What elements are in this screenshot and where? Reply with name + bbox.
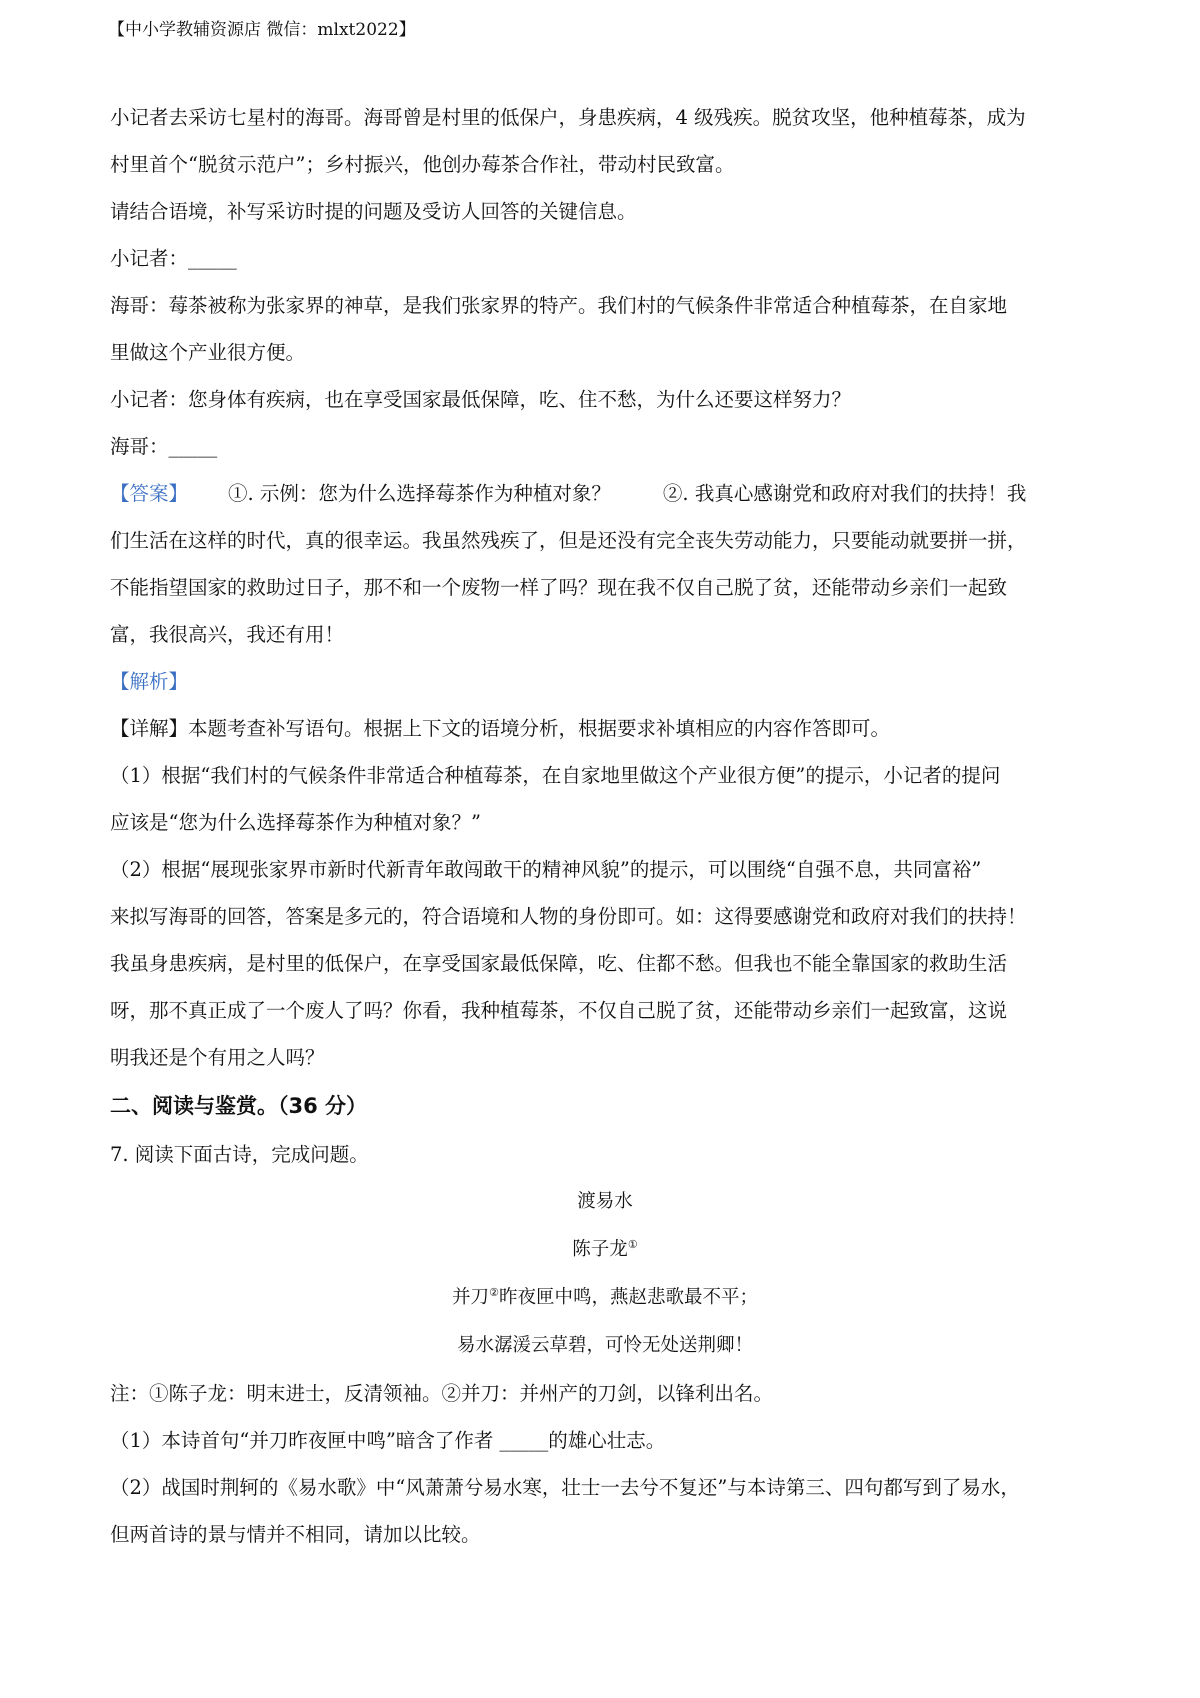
dialogue-line: 海哥：_____ (110, 435, 218, 458)
dialogue-line: 海哥：莓茶被称为张家界的神草，是我们张家界的特产。我们村的气候条件非常适合种植莓茶，在自家地 (110, 294, 1008, 317)
poem-author: 陈子龙 (572, 1239, 628, 1260)
analysis-line: （1）根据“我们村的气候条件非常适合种植莓茶，在自家地里做这个产业很方便”的提示，小记者的提问 (110, 764, 1001, 787)
intro-line: 村里首个“脱贫示范户”；乡村振兴，他创办莓茶合作社，带动村民致富。 (110, 153, 735, 176)
poem-title: 渡易水 (577, 1191, 633, 1212)
document-body (110, 94, 1100, 1558)
poem-line-2: 易水潺湲云草碧，可怜无处送荆卿！ (456, 1335, 753, 1356)
analysis-line: 应该是“您为什么选择莓茶作为种植对象？” (110, 811, 481, 834)
sub-question-2-cont: 但两首诗的景与情并不相同，请加以比较。 (110, 1523, 481, 1546)
answer-tag: 【答案】 (110, 482, 189, 505)
answer-part-2: ②. 我真心感谢党和政府对我们的扶持！我 (662, 482, 1027, 505)
dialogue-line: 里做这个产业很方便。 (110, 341, 306, 364)
question-7-prompt: 7. 阅读下面古诗，完成问题。 (110, 1143, 369, 1166)
answer-line: 不能指望国家的救助过日子，那不和一个废物一样了吗？现在我不仅自己脱了贫，还能带动乡亲们一起致 (110, 576, 1008, 599)
answer-first-line (110, 470, 1100, 517)
dialogue-line: 小记者：_____ (110, 247, 237, 270)
dialogue-line: 小记者：您身体有疾病，也在享受国家最低保障，吃、住不愁，为什么还要这样努力？ (110, 388, 852, 411)
analysis-line: 我虽身患疾病，是村里的低保户，在享受国家最低保障，吃、住都不愁。但我也不能全靠国家的救助生活 (110, 952, 1008, 975)
poem-line-1 (110, 1274, 1100, 1322)
answer-line: 们生活在这样的时代，真的很幸运。我虽然残疾了，但是还没有完全丧失劳动能力，只要能动就要拼一拼， (110, 529, 1027, 552)
poem-author-line (110, 1226, 1100, 1274)
poem-line-1-end: 昨夜匣中鸣，燕赵悲歌最不平； (498, 1287, 758, 1308)
analysis-line: 来拟写海哥的回答，答案是多元的，符合语境和人物的身份即可。如：这得要感谢党和政府对我们的扶持！ (110, 905, 1027, 928)
intro-instruction: 请结合语境，补写采访时提的问题及受访人回答的关键信息。 (110, 200, 637, 223)
intro-line: 小记者去采访七星村的海哥。海哥曾是村里的低保户，身患疾病，4 级残疾。脱贫攻坚，他种植莓茶，成为 (110, 106, 1026, 129)
analysis-line: 【详解】本题考查补写语句。根据上下文的语境分析，根据要求补填相应的内容作答即可。 (110, 717, 891, 740)
poem-line-1-start: 并刀 (452, 1287, 490, 1308)
source-watermark-header: 【中小学教辅资源店 微信：mlxt2022】 (108, 20, 416, 40)
sub-question-1: （1）本诗首句“并刀昨夜匣中鸣”暗含了作者 _____的雄心壮志。 (110, 1429, 666, 1452)
answer-line: 富，我很高兴，我还有用！ (110, 623, 345, 646)
section-heading: 二、阅读与鉴赏。（36 分） (110, 1094, 368, 1118)
answer-part-1: ①. 示例：您为什么选择莓茶作为种植对象？ (228, 482, 611, 505)
analysis-line: （2）根据“展现张家界市新时代新青年敢闯敢干的精神风貌”的提示，可以围绕“自强不息，共同富裕” (110, 858, 982, 881)
poem-notes: 注：①陈子龙：明末进士，反清领袖。②并刀：并州产的刀剑，以锋利出名。 (110, 1382, 774, 1405)
footnote-mark: ① (627, 1237, 638, 1251)
sub-question-2: （2）战国时荆轲的《易水歌》中“风萧萧兮易水寒，壮士一去兮不复还”与本诗第三、四句都写到了易水， (110, 1476, 1020, 1499)
analysis-line: 呀，那不真正成了一个废人了吗？你看，我种植莓茶，不仅自己脱了贫，还能带动乡亲们一起致富，这说 (110, 999, 1008, 1022)
analysis-tag: 【解析】 (110, 670, 189, 693)
analysis-line: 明我还是个有用之人吗？ (110, 1046, 325, 1069)
footnote-mark: ② (489, 1285, 499, 1299)
